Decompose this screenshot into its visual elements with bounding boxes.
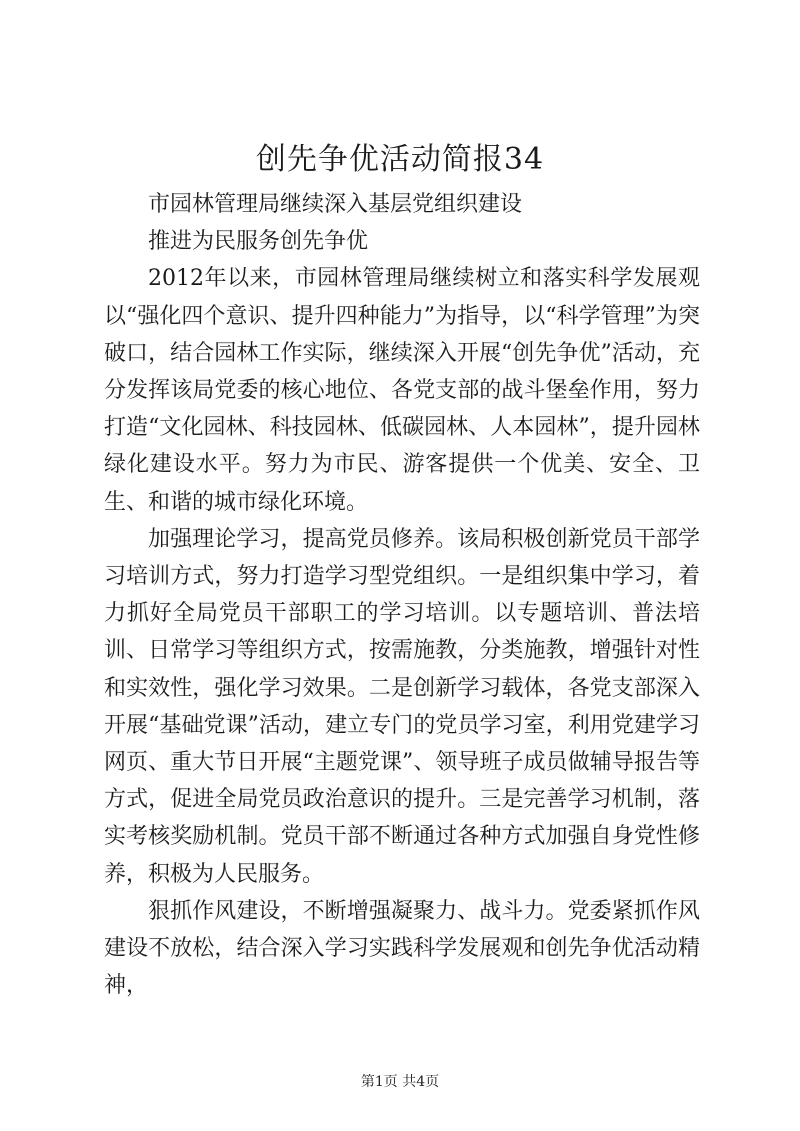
paragraph-style: 狠抓作风建设，不断增强凝聚力、战斗力。党委紧抓作风建设不放松，结合深入学习实践科学发展观和创先争优活动精神， (104, 898, 700, 999)
document-body (104, 186, 700, 1004)
paragraph-intro: 2012年以来，市园林管理局继续树立和落实科学发展观以“强化四个意识、提升四种能力”为指导，以“科学管理”为突破口，结合园林工作实际，继续深入开展“创先争优”活动，充分发挥该局党委的核心地位、各党支部的战斗堡垒作用，努力打造“文化园林、科技园林、低碳园林、人本园林”，提升园林绿化建设水平。努力为市民、游客提供一个优美、安全、卫生、和谐的城市绿化环境。 (104, 266, 700, 515)
document-title: 创先争优活动简报34 (255, 142, 545, 177)
subtitle-line-2: 推进为民服务创先争优 (148, 229, 369, 255)
page-footer: 第1页 共4页 (360, 1074, 440, 1090)
subtitle-line-1: 市园林管理局继续深入基层党组织建设 (148, 192, 523, 217)
paragraph-study: 加强理论学习，提高党员修养。该局积极创新党员干部学习培训方式，努力打造学习型党组织。一是组织集中学习，着力抓好全局党员干部职工的学习培训。以专题培训、普法培训、日常学习等组织方式，按需施教，分类施教，增强针对性和实效性，强化学习效果。二是创新学习载体，各党支部深入开展“基础党课”活动，建立专门的党员学习室，利用党建学习网页、重大节日开展“主题党课”、领导班子成员做辅导报告等方式，促进全局党员政治意识的提升。三是完善学习机制，落实考核奖励机制。党员干部不断通过各种方式加强自身党性修养，积极为人民服务。 (104, 526, 700, 887)
